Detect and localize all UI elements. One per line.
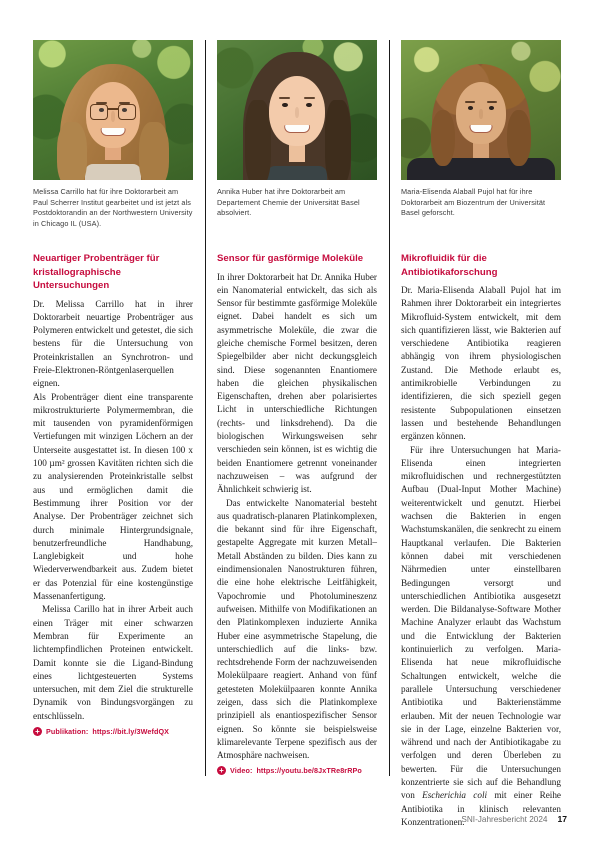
shirt-shape [85, 164, 141, 180]
publication-link[interactable]: https://bit.ly/3WefdQX [92, 727, 170, 736]
article-paragraph: Für ihre Untersuchungen hat Maria-Elisenda einen integrierten mikrofluidischen und rechnergestützten Aufbau (Dual-Input Mother Machine) weiterentwickelt und genutzt. Hierbei wachsen die Bakterien in engen Wachstumskanälen, die senkrecht zu einem Hauptkanal verlaufen. Die Bakterien können dabei mit verschiedenen Nährmedien unter einstellbaren Bedingungen versorgt und unterschiedlichen Antibiotika ausgesetzt werden. Die Bildanalyse-Software Mother Machine Analyzer erlaubt das Wachstum und die Entwicklung der Bakterien kontinuierlich zu verfolgen. Maria-Elisenda hat neue mikrofluidische Schaltungen entwickelt, welche die parallele Untersuchung verschiedener Antibiotika und Bakterienstämme erlauben. Mit der neuen Technologie war sie in der Lage, einzelne Bakterien vor, während und nach der Antibiotikagabe zu verfolgen und deren Überleben zu bewerten. Für die Untersuchungen konzentrierte sie sich auf die Behandlung von Escherichia coli mit einer Reihe Antibiotika in klinisch relevanten Konzentrationen. [401, 444, 562, 827]
hair-lock [325, 100, 351, 180]
article-paragraph: Dr. Melissa Carrillo hat in ihrer Doktorarbeit neuartige Probenträger aus Polymeren entwickelt und getestet, die sich bestens für die Untersuchung von Proteinkristallen an Synchrotron- und Freie-Elektronen-Röntgenlaserquellen eignen. [33, 298, 193, 389]
neck-shape [289, 144, 305, 162]
article-paragraph: Als Probenträger dient eine transparente mikrostrukturierte Polymermembran, die mit tausenden von pyramidenförmigen Vertiefungen mit winzigen Löchern an der Unterseite ausgestattet ist. In diesen 100 x 100 µm² grossen Kavitäten richten sich die zu analysierenden Proteinkristalle selbst aus und ermöglichen damit die Bestimmung ihrer Position vor der Analyse. Der Probenträger zeichnet sich durch minimale Hintergrundsignale, benutzerfreundliche Handhabung, Langlebigkeit und hohe Wiederverwendbarkeit aus. Zudem bietet er das Potenzial für eine kostengünstige Massenanfertigung. [33, 391, 193, 602]
portrait-photo-annika-huber [217, 40, 377, 180]
plus-circle-icon [33, 727, 42, 736]
hair-lock [431, 110, 455, 166]
article-paragraph: Dr. Maria-Elisenda Alaball Pujol hat im Rahmen ihrer Doktorarbeit ein integriertes Mikrofluid-System entwickelt, mit dem sich quantifizieren lässt, wie Bakterien auf verschiedene Antibiotika reagieren abhängig von ihrem physiologischen Zustand. Die Methode erlaubt es, antimikrobielle Verbindungen zu identifizieren, die sich speziell gegen resistente Subpopulationen einsetzen lassen und bestehende Behandlungen ergänzen können. [401, 285, 561, 442]
article-paragraph: Das entwickelte Nanomaterial besteht aus quadratisch-planaren Platinkomplexen, die bekannt sind für ihre Eigenschaft, gestapelte Aggregate mit kurzen Metall–Metall Abständen zu bilden. Dies kann zu eindimensionalen Nanostrukturen führen, die eine hohe elektrische Leitfähigkeit, Vapochromie und Photolumineszenz aufweisen. Mithilfe von Modifikationen an den Platinkomplexen induzierte Annika Huber eine asymmetrische Stapelung, die unterschiedlich auf die links- bzw. rechtsdrehende Form der nachzuweisenden Molekülpaare reagiert. Anhand von fünf getesteten Molekülpaaren konnte Annika zeigen, dass sich die Platinkomplexe prinzipiell als enantiospezifischer Sensor eignen. So könnte sie beispielsweise klimarelevante Terpene spezifisch aus der Atmosphäre nachweisen. [217, 497, 377, 761]
link-label: Video: [230, 766, 253, 776]
link-label: Publikation: [46, 727, 89, 736]
article-paragraph: Melissa Carillo hat in ihrer Arbeit auch einen Träger mit einer schwarzen Membran für Experimente an lichtempfindlichen Proteinen entwickelt. Damit konnte sie die Ligand-Bindung eines lichtgesteuerten Systems untersuchen, mit dem Ziel die strukturelle Dynamik von Bindungsvorgängen zu entschlüsseln. [33, 604, 193, 721]
shirt-shape [267, 166, 327, 180]
photo-caption: Maria-Elisenda Alaball Pujol hat für ihre Doktorarbeit am Biozentrum der Universität Basel geforscht. [401, 187, 546, 218]
hair-lock [245, 100, 271, 180]
hair-lock [57, 122, 87, 180]
hair-lock [139, 122, 169, 180]
article-paragraph: In ihrer Doktorarbeit hat Dr. Annika Huber ein Nanomaterial entwickelt, das sich als Sensor für bestimmte gasförmige Moleküle eignet. Dabei handelt es sich um asymmetrische Moleküle, die zwar die gleiche chemische Formel besitzen, deren Spiegelbilder aber nicht deckungsgleich sind. Diese sogenannten Enantiomere haben die gleichen physikalischen Eigenschaften, drehen aber polarisiertes Licht in unterschiedliche Richtungen (rechts- und linksdrehend). Da die biologischen Wirkungsweisen sehr verschieden sein können, ist es wichtig die beiden Enantiomere getrennt voneinander nachzuweisen – was aufgrund der Ähnlichkeit schwierig ist. [217, 271, 377, 495]
photo-caption: Melissa Carrillo hat für ihre Doktorarbeit am Paul Scherrer Institut gearbeitet und ist jetzt als Postdoktorandin an der Northwestern University in Chicago IL (USA). [33, 187, 193, 228]
article-heading: Mikrofluidik für die Antibiotikaforschung [401, 253, 498, 278]
page-number: 17 [557, 814, 567, 824]
article-columns [33, 40, 561, 833]
article-heading: Sensor für gasförmige Moleküle [217, 253, 364, 264]
resource-link-row [33, 727, 193, 736]
article-body [401, 284, 561, 829]
resource-link-row [217, 766, 377, 775]
face-shape [269, 76, 325, 146]
portrait-photo-maria-elisenda-alaball-pujol [401, 40, 561, 180]
article-column-mikrofluidik [401, 40, 561, 833]
article-body [217, 271, 377, 763]
photo-caption: Annika Huber hat ihre Doktorarbeit am Departement Chemie der Universität Basel absolviert. [217, 187, 360, 218]
article-body [33, 298, 193, 724]
article-column-gas-sensor [217, 40, 377, 833]
article-heading: Neuartiger Probenträger für kristallographische Untersuchungen [33, 253, 160, 291]
plus-circle-icon [217, 766, 226, 775]
video-link[interactable]: https://youtu.be/8JxTRe8rRPo [256, 766, 362, 776]
face-shape [456, 82, 506, 144]
page-footer [461, 814, 567, 824]
portrait-photo-melissa-carrillo [33, 40, 193, 180]
report-title: SNI-Jahresbericht 2024 [461, 815, 548, 824]
shirt-shape [407, 158, 555, 180]
hair-lock [507, 110, 531, 166]
article-column-proben-traeger [33, 40, 193, 833]
face-shape [86, 82, 140, 148]
